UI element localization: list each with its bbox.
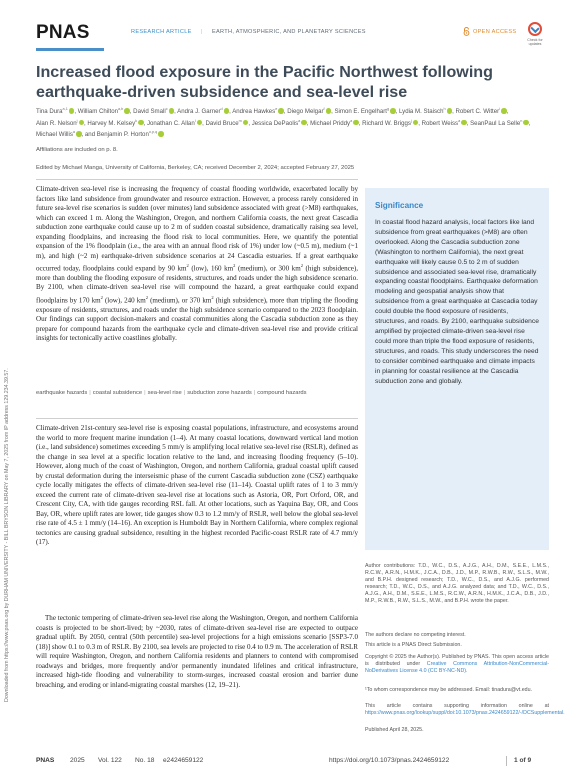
- footer-page-number: [514, 757, 531, 764]
- footer-issue: No. 18: [135, 757, 155, 764]
- author-affiliation-marker: a,1: [62, 107, 68, 111]
- footer-divider: [506, 756, 507, 766]
- author-name[interactable]: [470, 120, 529, 127]
- supporting-text: This article contains supporting information online at: [365, 703, 549, 709]
- author-separator: ,: [248, 119, 252, 127]
- keyword-separator: |: [253, 390, 256, 396]
- author-affiliation-marker: i: [499, 107, 501, 111]
- page-number-text: 1 of 9: [514, 757, 532, 764]
- body-paragraph-2: The tectonic tempering of climate-driven sea-level rise along the Washington, Oregon, and northern California coasts is projected to be short-lived; by ~2030, rates of climate-driven sea-level rise are expected to outpace gradual uplift. By 2050, central (50th percentile) sea-level projections for a high emissions scenario [SSP3-7.0 (18)] show 0.1 to 0.3 m of RSLR. By 2100, sea levels are projected to rise 0.4 to 0.9 m. The acceleration of RSLR will require Washington, Oregon, and northern California residents and planners to contend with compromised roadways and bridges, more frequently and/or permanently inundated lifelines and critical infrastructure, increased high-tide flooding and vulnerability to storm-surges, increased coastal erosion and barrier dune breaching, and eroding or inland-migrating coastal marshes (12, 19–21).: [36, 614, 359, 689]
- competing-interest: The authors declare no competing interest.: [365, 632, 466, 638]
- significance-panel: [365, 188, 549, 550]
- author-affiliation-marker: l: [194, 118, 196, 123]
- author-separator: ,: [84, 119, 88, 127]
- author-name[interactable]: [455, 108, 506, 115]
- author-name-text: David Bruce: [205, 119, 239, 127]
- published-date: Published April 28, 2025.: [365, 727, 424, 733]
- author-affiliation-marker: f: [323, 107, 325, 111]
- author-name-text: William Chilton: [77, 108, 118, 116]
- author-name[interactable]: [334, 108, 395, 115]
- footer-journal: PNAS: [36, 757, 55, 764]
- author-name-text: Lydia M. Staisch: [398, 108, 444, 116]
- journal-header: [36, 22, 549, 56]
- divider-line: [36, 418, 358, 419]
- author-name[interactable]: [36, 120, 84, 127]
- footer-article-id: e2424659122: [163, 757, 204, 764]
- author-affiliation-marker: h: [443, 107, 446, 111]
- keyword-separator: |: [89, 390, 91, 396]
- author-name-text: Richard W. Briggs: [362, 119, 411, 127]
- author-affiliation-marker: a: [72, 130, 76, 135]
- article-type-label: RESEARCH ARTICLE: [131, 29, 192, 35]
- author-name-text: Andrea Hawkes: [232, 108, 276, 116]
- author-name[interactable]: [36, 108, 74, 115]
- author-separator: ,: [74, 108, 78, 116]
- author-name-text: Diego Melgar: [287, 108, 324, 116]
- author-affiliation-marker: e: [275, 107, 278, 111]
- author-affiliation-marker: k: [135, 118, 138, 123]
- author-affiliation-marker: j: [76, 118, 78, 123]
- author-separator: ,: [174, 108, 178, 116]
- pnas-logo[interactable]: PNAS: [36, 22, 90, 43]
- author-name-text: Tina Dura: [36, 108, 63, 116]
- author-name[interactable]: [87, 120, 143, 127]
- copyright-text: Copyright © 2025 the Author(s). Published by PNAS. This open access article is distributed under: [365, 654, 549, 668]
- keyword-separator: |: [183, 390, 186, 396]
- body-paragraph-1: Climate-driven 21st-century sea-level rise is exposing coastal populations, infrastructure, and ecosystems around the world to more frequent marine inundation (1–4). At many coastal locations, downward vertical land motion (i.e., land subsidence) sometimes exceeding 5 mm/y is amplifying local relative sea-level rise (RSLR), defined as the change in sea level at a specific location relative to the land, and increasing flooding frequency (5–10). However, along much of the coast of Washington, Oregon, and northern California, gradual coastal uplift caused by crustal deformation during the interseismic phase of the current Cascadia subduction zone (CSZ) earthquake cycle locally mitigates the effects of climate-driven sea-level rise (11–14). Coastal uplift rates of 1 to 3 mm/y exceed the current rate of climate-driven sea-level rise at locations such as Astoria, OR, Port Orford, OR, and Crescent City, CA, with tide gauges recording RSL fall. At other locations, such as Yaquina Bay, OR, and Coos Bay, OR, where uplift rates are lower, tide gauges show 0.3 to 1.2 mm/y of RSLR, well below the global sea-level rise rate of 4.5 ± 1 mm/y (14–16). An exception is Humboldt Bay in Northern California, where complex regional tectonics are causing gradual subsidence, resulting in the highest recorded Pacific-coast RSLR rate of 4.7 mm/y (17).: [36, 424, 358, 546]
- author-separator: ,: [129, 108, 134, 116]
- author-name-text: Simon E. Engelhart: [334, 108, 387, 116]
- author-affiliation-marker: a: [298, 118, 301, 123]
- divider-line: [36, 179, 358, 180]
- author-separator: ,: [395, 108, 399, 116]
- author-affiliation-marker: d: [220, 107, 223, 111]
- author-name-text: Andra J. Garner: [177, 108, 221, 116]
- author-name[interactable]: [97, 131, 164, 138]
- author-separator: ,: [358, 119, 363, 127]
- significance-heading: Significance: [375, 201, 424, 210]
- author-affiliation-marker: j: [410, 118, 412, 123]
- keyword-separator: |: [144, 390, 146, 396]
- author-name-text: Benjamin P. Horton: [96, 131, 149, 139]
- author-name-text: Michael Willis: [36, 131, 73, 139]
- editor-dates-line: Edited by Michael Manga, University of California, Berkeley, CA; received December 2, 2024; accepted February 27, 2025: [36, 165, 355, 171]
- supporting-info-link[interactable]: https://www.pnas.org/lookup/suppl/doi:10.1073/pnas.2424659122/-/DCSupplemental.: [365, 710, 565, 717]
- author-name[interactable]: [205, 120, 248, 127]
- author-separator: ,: [466, 119, 471, 127]
- footer-doi-link[interactable]: https://doi.org/10.1073/pnas.2424659122: [329, 757, 450, 764]
- copyright-notice: [365, 654, 549, 675]
- affiliations-note[interactable]: Affiliations are included on p. 8.: [36, 147, 118, 153]
- author-name-text: Robert C. Witter: [455, 108, 500, 116]
- author-name-text: Alan R. Nelson: [36, 119, 77, 127]
- author-separator: ,: [283, 108, 288, 116]
- author-separator: ,: [418, 119, 422, 127]
- keyword[interactable]: sea-level rise: [147, 390, 182, 396]
- significance-text: In coastal flood hazard analysis, local factors like land subsidence from great earthquakes (>M8) are often overlooked. Along the Cascadia subduction zone (Washington to northern California), the next great earthquake will likely cause 0.5 to 2 m of sudden subsidence and associated sea-level rise, dramatically expanding coastal floodplains. Earthquake deformation modeling and geospatial analysis show that subsidence from a great earthquake at Cascadia today could double the flood exposure of residents, structures, and roads. By 2100, earthquake subsidence amplified by projected climate-driven sea-level rise could more than triple the flood exposure of residents, structures, and roads. This study underscores the need to consider combined earthquake and climate impacts in planning for coastal resilience at the Cascadia subduction zone and globally.: [375, 219, 539, 385]
- direct-submission-note: This article is a PNAS Direct Submission.: [365, 642, 462, 648]
- supporting-info: [365, 703, 565, 717]
- logo-underline: [36, 48, 104, 51]
- abstract: Climate-driven sea-level rise is increasing the frequency of coastal flooding worldwide, exacerbated locally by factors like land subsidence from groundwater and resource extraction. However, a process rarely considered in future sea-level rise scenarios is sudden (over minutes) land subsidence associated with great (>M8) earthquakes, which can exceed 1 m. Along the Washington, Oregon, and northern California coasts, the next great Cascadia subduction zone earthquake could cause up to 2 m of sudden coastal subsidence, dramatically raising sea level, expanding floodplains, and increasing the flood risk to local communities. Here, we quantify the potential expansion of the 1% floodplain (i.e., the area with an annual flood risk of 1%) under low (~0.5 m), medium (~1 m), and high (~2 m) earthquake-driven subsidence scenarios at 24 Cascadia estuaries. If a great earthquake occurred today, floodplains could expand by 90 $km^2$ (low), 160 $km^2$ (medium), or 300 $km^2$ (high subsidence), more than doubling the flooding exposure of residents, structures, and roads under the high subsidence scenario. By 2100, when climate-driven sea-level rise will compound the hazard, a great earthquake could expand floodplains by 170 $km^2$ (low), 240 $km^2$ (medium), or 370 $km^2$ (high subsidence), more than tripling the flooding exposure of residents, structures, and roads under the high subsidence scenario compared to the 2023 floodplain. Our findings can support decision-makers and coastal communities along the Cascadia subduction zone as they prepare for compound hazards from the earthquake cycle and climate-driven sea-level rise and provide critical insights for tectonically active coastlines globally.: [36, 185, 359, 343]
- author-name-text: Robert Weiss: [421, 119, 459, 127]
- keyword[interactable]: subduction zone hazards: [187, 390, 252, 396]
- author-name[interactable]: [133, 108, 174, 115]
- author-separator: ,: [229, 108, 233, 116]
- author-name[interactable]: [78, 108, 130, 115]
- keyword[interactable]: earthquake hazards: [36, 390, 88, 396]
- open-access-label: OPEN ACCESS: [473, 29, 517, 35]
- author-name-text: Harvey M. Kelsey: [87, 119, 136, 127]
- author-separator: ,: [202, 119, 206, 127]
- orcid-icon[interactable]: [158, 131, 164, 137]
- author-name[interactable]: [362, 120, 418, 127]
- footer-volume: Vol. 122: [98, 757, 122, 764]
- author-separator: ,: [506, 108, 509, 116]
- author-name[interactable]: [147, 120, 202, 127]
- author-name[interactable]: [310, 120, 359, 127]
- author-name-text: Jonathan C. Allan: [146, 119, 195, 127]
- author-name-text: Jessica DePaolis: [251, 119, 299, 127]
- author-separator: ,: [452, 108, 456, 116]
- author-name[interactable]: [36, 131, 82, 138]
- author-name-text: SeanPaul La Selle: [470, 119, 521, 127]
- author-affiliation-marker: a: [458, 118, 461, 123]
- author-affiliation-marker: a: [350, 118, 353, 123]
- author-separator: ,: [528, 119, 531, 127]
- author-affiliation-marker: a,b: [118, 107, 124, 111]
- author-separator: ,: [143, 119, 147, 127]
- header-separator: |: [201, 29, 203, 35]
- author-name-text: David Small: [133, 108, 166, 116]
- footer-year: 2025: [70, 757, 85, 764]
- open-access-lock-icon: [463, 27, 470, 36]
- subject-category[interactable]: EARTH, ATMOSPHERIC, AND PLANETARY SCIENCES: [212, 29, 366, 35]
- author-name[interactable]: [422, 120, 467, 127]
- author-affiliation-marker: g: [386, 107, 390, 111]
- author-name[interactable]: [252, 120, 307, 127]
- author-name[interactable]: [287, 108, 331, 115]
- correspondence-note[interactable]: ¹To whom correspondence may be addressed. Email: tinadura@vt.edu.: [365, 687, 533, 693]
- author-separator: , and: [81, 131, 97, 139]
- keyword[interactable]: compound hazards: [257, 390, 307, 396]
- keyword[interactable]: coastal subsidence: [92, 390, 143, 396]
- check-for-updates-badge[interactable]: [522, 21, 548, 51]
- author-list: [36, 105, 549, 140]
- page-footer: [36, 754, 549, 768]
- author-separator: ,: [306, 119, 311, 127]
- author-name[interactable]: [232, 108, 284, 115]
- author-name[interactable]: [399, 108, 452, 115]
- article-title: Increased flood exposure in the Pacific Northwest following earthquake-driven subsidence and sea-level rise: [36, 63, 493, 101]
- author-separator: ,: [331, 108, 335, 116]
- keyword-list: [36, 389, 336, 398]
- author-name-text: Michael Priddy: [310, 119, 351, 127]
- download-watermark: Downloaded from https://www.pnas.org by DURHAM UNIVERSITY - BILL BRYSON LIBRARY on May 7, 2025 from IP address 129.234.39.57.: [4, 368, 10, 702]
- author-name[interactable]: [177, 108, 229, 115]
- check-updates-label: Check for updates: [527, 38, 543, 47]
- license-link[interactable]: Creative Commons Attribution-NonCommercial-NoDerivatives License 4.0 (CC BY-NC-ND).: [365, 661, 549, 675]
- author-affiliation-marker: m: [238, 118, 242, 123]
- author-affiliation-marker: n: [520, 118, 523, 123]
- author-affiliation-marker: c: [165, 107, 168, 111]
- author-contributions: Author contributions: T.D., W.C., D.S., A.J.G., A.H., D.M., S.E.E., L.M.S., R.C.W., A.R.N., H.M.K., J.C.A., D.B., J.D., M.P., R.W.B., R.W., S.L.S., M.W., and B.P.H. designed research; T.D., W.C., D.S., and A.J.G. performed research; T.D., W.C., D.S., and A.J.G. analyzed data; and T.D., W.C., D.S., A.J.G., A.H., D.M., S.E.E., L.M.S., R.C.W., A.R.N., H.M.K., J.C.A., D.B., J.D., M.P., R.W.B., R.W., S.L.S., M.W., and B.P.H. wrote the paper.: [365, 563, 549, 605]
- author-affiliation-marker: o,p,q: [148, 130, 158, 135]
